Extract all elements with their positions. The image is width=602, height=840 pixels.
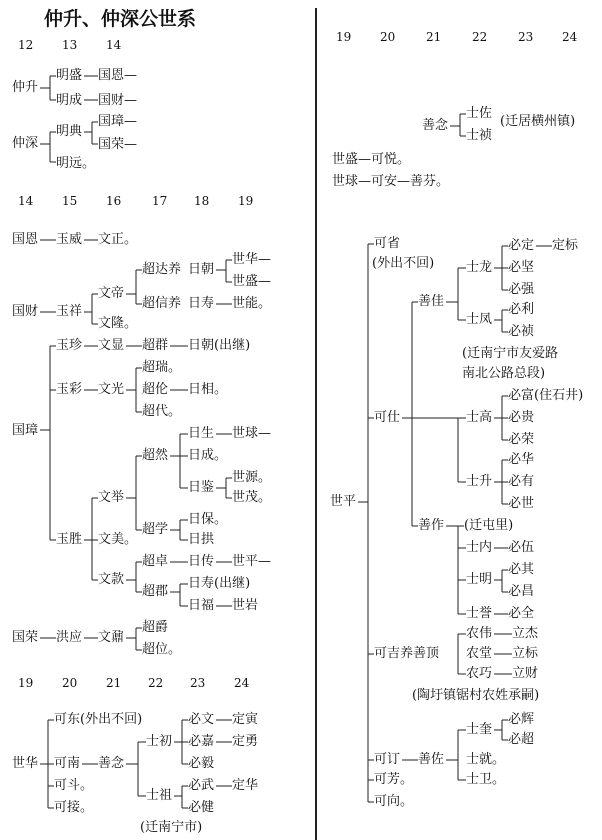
person-name: 可省	[374, 236, 401, 251]
person-name: 定寅	[232, 712, 259, 727]
page-title: 仲升、仲深公世系	[44, 8, 197, 30]
annotation: (迁南宁市)	[140, 820, 203, 835]
person-name: 可南	[54, 756, 81, 771]
person-name: 士祖	[146, 788, 173, 803]
person-name: 国财—	[98, 93, 138, 108]
person-name: 超卓	[142, 554, 169, 569]
person-name: 善佐	[418, 752, 445, 767]
person-name: 超代。	[142, 404, 182, 419]
person-name: 日福	[188, 598, 215, 613]
person-name: 农伟	[466, 626, 493, 641]
person-name: 洪应	[56, 630, 83, 645]
person-name: 超伦	[142, 382, 169, 397]
person-name: 玉胜	[56, 532, 83, 547]
person-name: 文帝	[98, 286, 125, 301]
person-name: 可订	[374, 752, 401, 767]
gen-header: 24	[234, 676, 250, 690]
gen-header: 19	[336, 30, 352, 44]
person-name: 可接。	[54, 800, 94, 815]
person-name: 仲升	[12, 80, 39, 95]
gen-header: 16	[106, 194, 122, 208]
gen-header: 18	[194, 194, 210, 208]
person-name: 士佐	[466, 106, 493, 121]
person-name: 世平	[330, 494, 357, 509]
person-name: 国财	[12, 304, 39, 319]
person-line: 世盛—可悦。	[332, 152, 411, 167]
person-line: 世球—可安—善芬。	[332, 174, 450, 189]
person-name: 世岩	[232, 598, 259, 613]
person-name: 必超	[508, 732, 535, 747]
person-name: 明典	[56, 124, 83, 139]
person-name: 必世	[508, 496, 535, 511]
person-name: 文鼐	[98, 630, 125, 645]
annotation: (迁屯里)	[464, 518, 514, 533]
person-name: 国恩—	[98, 68, 138, 83]
annotation: (陶圩镇锯村农姓承嗣)	[412, 688, 540, 703]
person-name: 世平—	[232, 554, 272, 569]
person-name: 世盛—	[232, 274, 272, 289]
person-name: 士内	[466, 540, 493, 555]
person-name: 必其	[508, 562, 535, 577]
person-name: 日朝(出继)	[188, 338, 251, 353]
person-name: 超爵	[142, 620, 169, 635]
person-name: 农巧	[466, 666, 493, 681]
person-name: 士明	[466, 572, 493, 587]
person-name: 士卫。	[466, 772, 506, 787]
person-name: 日成。	[188, 448, 228, 463]
person-name: 国荣	[12, 630, 39, 645]
person-name: 玉威	[56, 232, 83, 247]
person-name: 可芳。	[374, 772, 414, 787]
person-name: 日传	[188, 554, 215, 569]
gen-header: 13	[62, 38, 78, 52]
person-name: 文举	[98, 490, 125, 505]
person-name: 必强	[508, 282, 535, 297]
annotation: (外出不回)	[372, 256, 435, 271]
person-name: 立标	[512, 646, 539, 661]
person-name: 日鉴	[188, 480, 215, 495]
person-name: 必文	[188, 712, 215, 727]
person-name: 士高	[466, 410, 493, 425]
person-name: 日寿(出继)	[188, 576, 251, 591]
person-name: 必嘉	[188, 734, 215, 749]
person-name: 必辉	[508, 712, 535, 727]
person-name: 必有	[508, 474, 535, 489]
person-name: 日保。	[188, 512, 228, 527]
person-name: 立财	[512, 666, 539, 681]
person-name: 必健	[188, 800, 215, 815]
person-name: 善佳	[418, 294, 445, 309]
person-name: 必坚	[508, 260, 535, 275]
person-name: 日生	[188, 426, 215, 441]
person-name: 定勇	[232, 734, 259, 749]
person-name: 玉彩	[56, 382, 83, 397]
person-name: 文美。	[98, 532, 138, 547]
gen-header: 23	[518, 30, 534, 44]
person-name: 农堂	[466, 646, 493, 661]
person-name: 超然	[142, 448, 169, 463]
person-name: 日寿	[188, 296, 215, 311]
person-name: 可吉养善顶	[374, 646, 440, 661]
person-name: 文光	[98, 382, 125, 397]
person-name: 世源。	[232, 470, 272, 485]
person-name: 日朝	[188, 262, 215, 277]
person-name: 可东(外出不回)	[54, 712, 143, 727]
gen-header: 24	[562, 30, 578, 44]
person-name: 士升	[466, 474, 493, 489]
person-name: 士凤	[466, 312, 493, 327]
person-name: 玉祥	[56, 304, 83, 319]
person-name: 必利	[508, 302, 535, 317]
person-name: 士奎	[466, 722, 493, 737]
person-name: 必贵	[508, 410, 535, 425]
person-name: 士祯	[466, 128, 493, 143]
gen-header: 12	[18, 38, 34, 52]
person-name: 文款	[98, 572, 125, 587]
person-name: 仲深	[12, 136, 39, 151]
gen-header: 23	[190, 676, 206, 690]
person-name: 世华	[12, 756, 39, 771]
annotation: (迁居横州镇)	[500, 114, 576, 129]
person-name: 可仕	[374, 410, 401, 425]
person-name: 士龙	[466, 260, 493, 275]
gen-header: 20	[62, 676, 78, 690]
person-name: 文正。	[98, 232, 138, 247]
person-name: 世茂。	[232, 490, 272, 505]
person-name: 明成	[56, 93, 83, 108]
person-name: 日拱	[188, 532, 215, 547]
person-name: 超瑞。	[142, 360, 182, 375]
person-name: 世能。	[232, 296, 272, 311]
person-name: 士就。	[466, 752, 506, 767]
person-name: 立杰	[512, 626, 539, 641]
annotation: (迁南宁市友爱路	[462, 346, 559, 361]
gen-header: 15	[62, 194, 78, 208]
person-name: 必武	[188, 778, 215, 793]
person-name: 士誉	[466, 606, 493, 621]
person-name: 明远。	[56, 156, 96, 171]
person-name: 超信养	[142, 296, 182, 311]
person-name: 可斗。	[54, 778, 94, 793]
gen-header: 19	[238, 194, 254, 208]
person-name: 善作	[418, 518, 445, 533]
person-name: 善念	[422, 118, 449, 133]
gen-header: 21	[426, 30, 442, 44]
person-name: 国璋	[12, 423, 39, 438]
gen-header: 21	[106, 676, 122, 690]
gen-header: 19	[18, 676, 34, 690]
person-name: 超学	[142, 522, 169, 537]
person-name: 必荣	[508, 432, 535, 447]
person-name: 必伍	[508, 540, 535, 555]
gen-header: 14	[106, 38, 122, 52]
person-name: 超郡	[142, 584, 169, 599]
gen-header: 14	[18, 194, 34, 208]
person-name: 玉珍	[56, 338, 83, 353]
person-name: 必毅	[188, 756, 215, 771]
person-name: 必全	[508, 606, 535, 621]
person-name: 善念	[98, 756, 125, 771]
person-name: 世球—	[232, 426, 272, 441]
person-name: 士初	[146, 734, 173, 749]
gen-header: 22	[472, 30, 488, 44]
person-name: 文显	[98, 338, 125, 353]
person-name: 必昌	[508, 584, 535, 599]
person-name: 超位。	[142, 642, 182, 657]
person-name: 明盛	[56, 68, 83, 83]
person-name: 超达养	[142, 262, 182, 277]
person-name: 必定	[508, 238, 535, 253]
person-name: 文隆。	[98, 316, 138, 331]
person-name: 可向。	[374, 794, 414, 809]
person-name: 必富(住石井)	[508, 388, 584, 403]
person-name: 日相。	[188, 382, 228, 397]
annotation: 南北公路总段)	[462, 366, 546, 381]
person-name: 世华—	[232, 252, 272, 267]
person-name: 国恩	[12, 232, 39, 247]
gen-header: 17	[152, 194, 168, 208]
person-name: 国荣—	[98, 137, 138, 152]
person-name: 必祯	[508, 324, 535, 339]
person-name: 必华	[508, 452, 535, 467]
person-name: 定标	[552, 238, 579, 253]
person-name: 超群	[142, 338, 169, 353]
gen-header: 20	[380, 30, 396, 44]
person-name: 定华	[232, 778, 259, 793]
person-name: 国璋—	[98, 114, 138, 129]
gen-header: 22	[148, 676, 164, 690]
